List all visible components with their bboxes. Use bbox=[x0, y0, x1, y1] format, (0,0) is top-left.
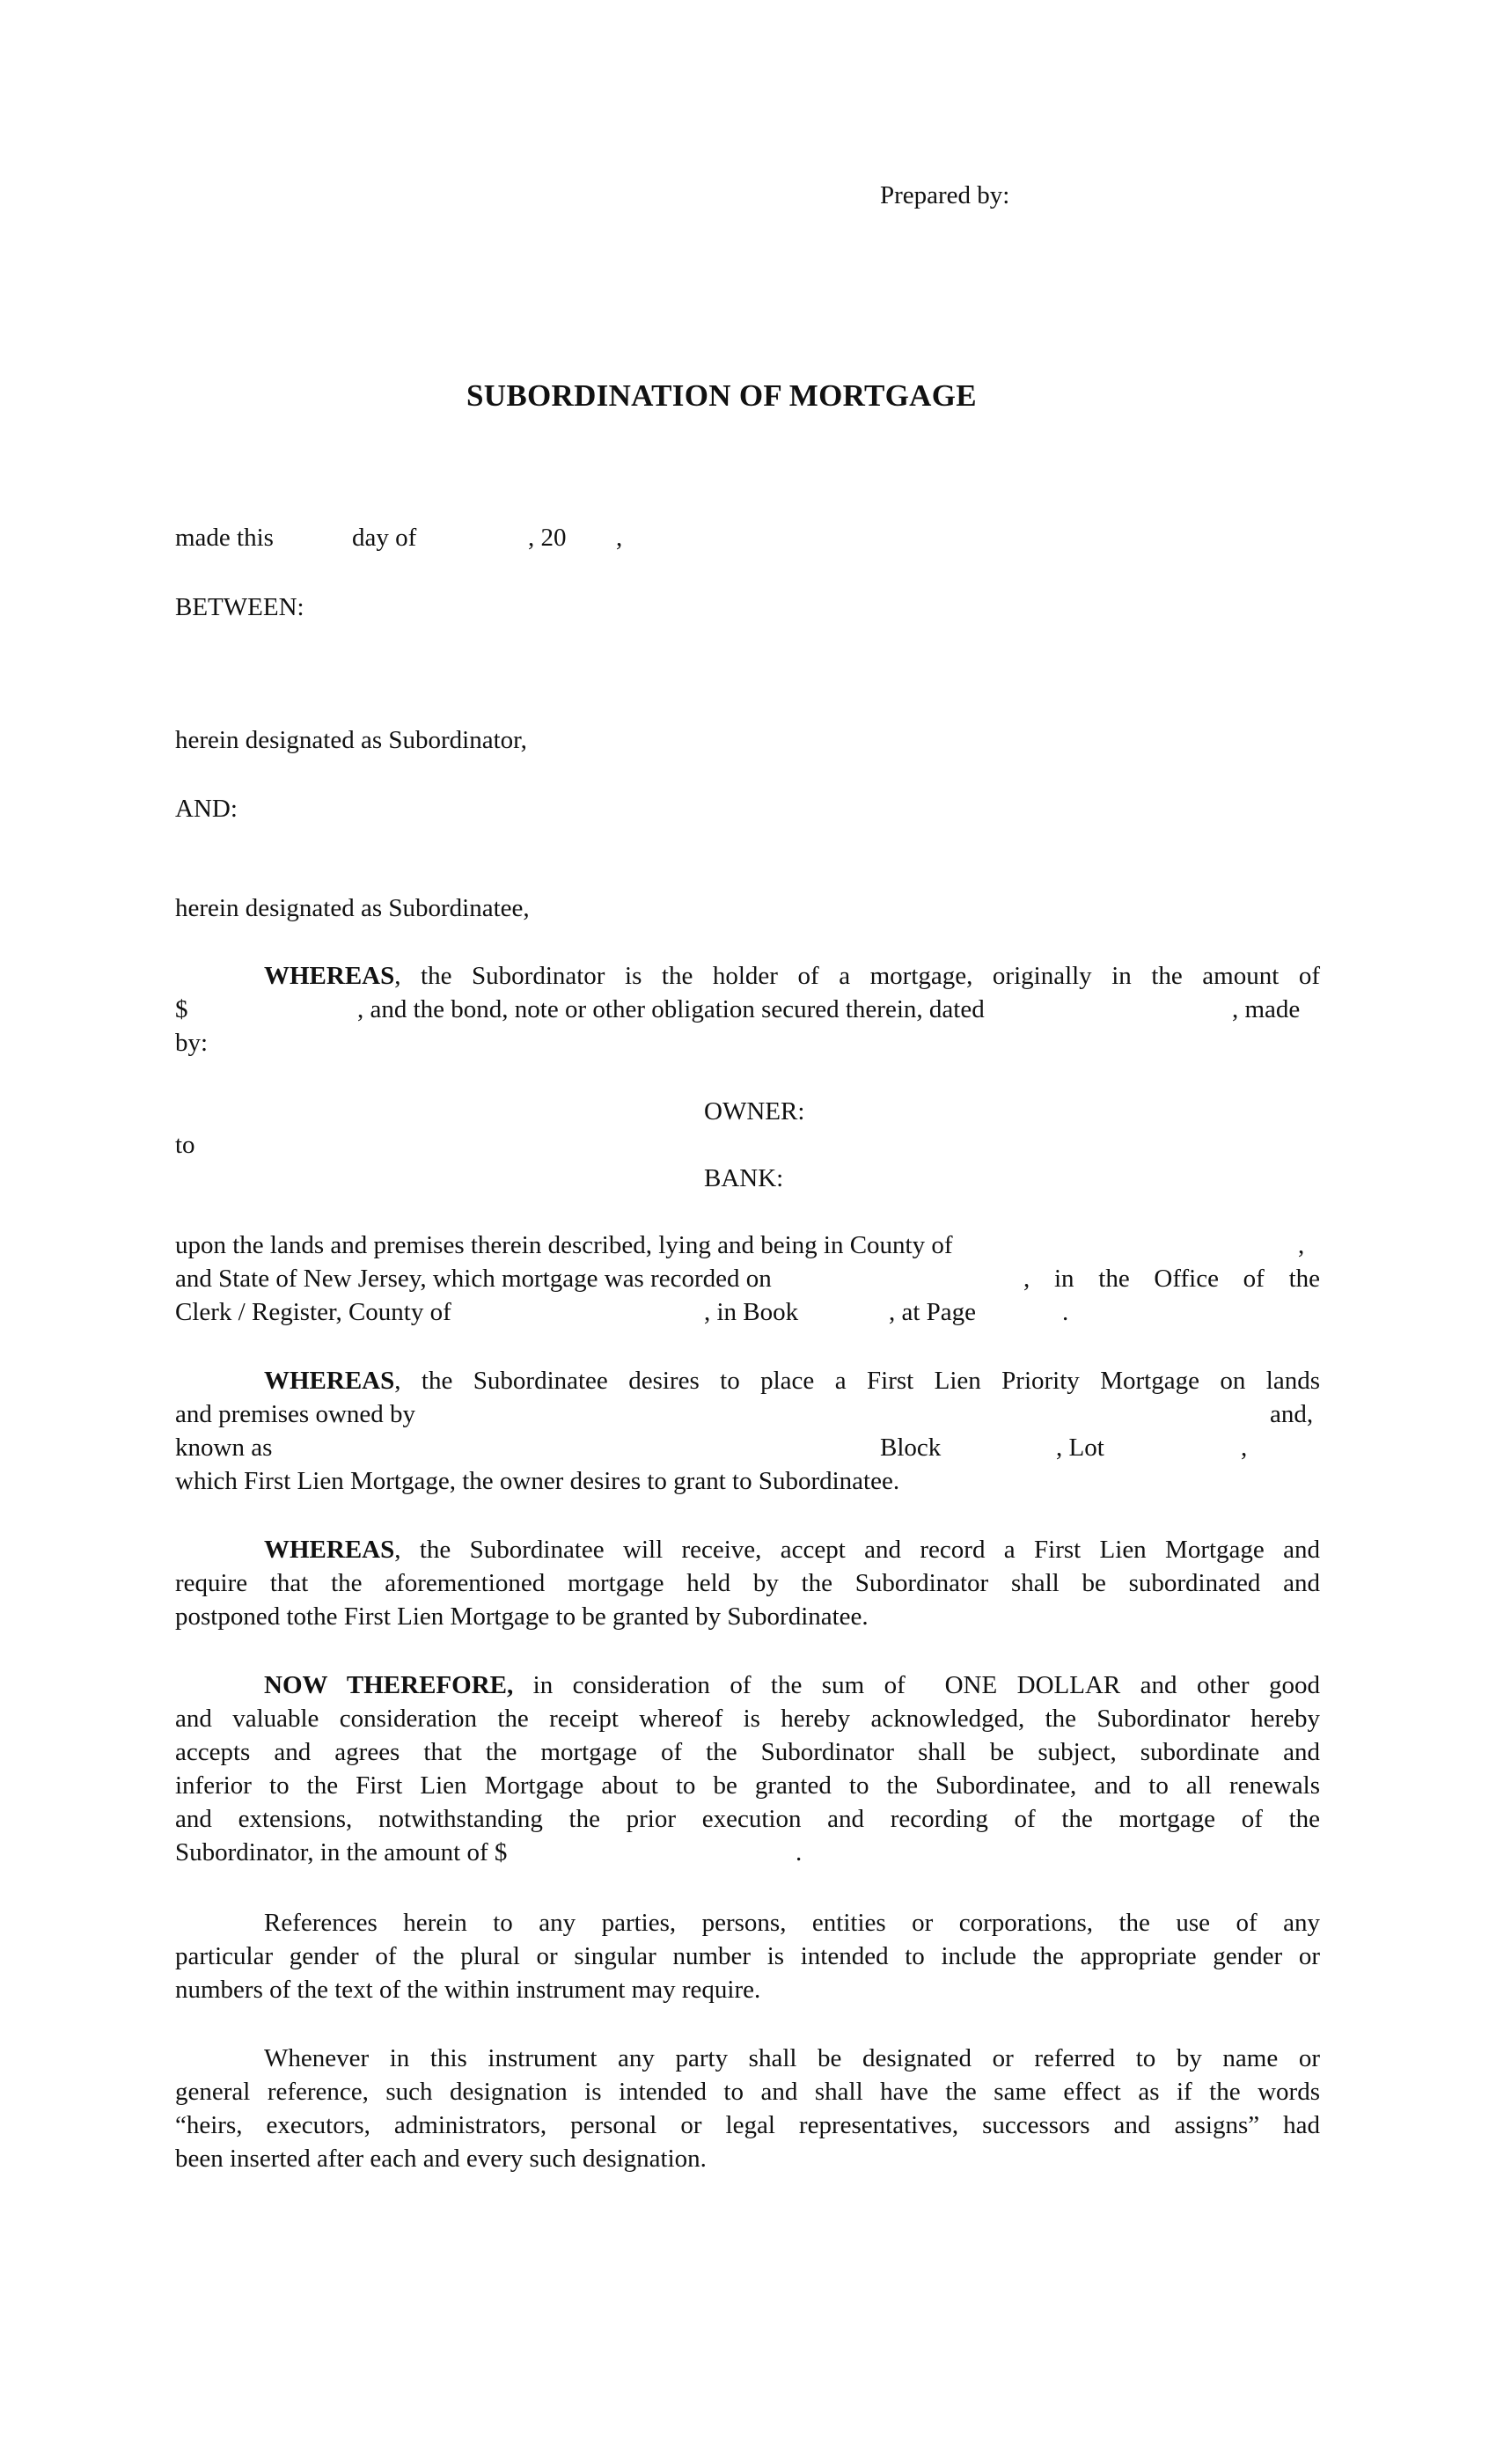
references-line-2: particular gender of the plural or singular number is intended to include the appropriate gender or bbox=[175, 1942, 1320, 1970]
now-therefore-line-5: and extensions, notwithstanding the prior execution and recording of the mortgage of the bbox=[175, 1805, 1320, 1833]
whereas2-line2-b: and, bbox=[1270, 1400, 1314, 1428]
between-label: BETWEEN: bbox=[175, 593, 304, 621]
day-of-label: day of bbox=[352, 524, 417, 552]
and-label: AND: bbox=[175, 795, 238, 823]
whereas2-line3-b: Block bbox=[880, 1434, 942, 1462]
references-line-1 bbox=[175, 1906, 1320, 1940]
whereas2-line-1 bbox=[175, 1364, 1320, 1397]
now-therefore-paragraph bbox=[175, 1668, 1320, 1836]
whereas3-keyword: WHEREAS bbox=[264, 1536, 395, 1564]
document-title: SUBORDINATION OF MORTGAGE bbox=[466, 378, 977, 413]
lands-line3-c: , at Page bbox=[889, 1298, 977, 1326]
whenever-line-2: general reference, such designation is intended to and shall have the same effect as if the words bbox=[175, 2078, 1320, 2106]
now-therefore-line1-text: in consideration of the sum of ONE DOLLAR and other good bbox=[513, 1671, 1320, 1699]
opening-comma: , bbox=[616, 524, 623, 552]
lands-line2-a: and State of New Jersey, which mortgage was recorded on bbox=[175, 1265, 772, 1293]
whenever-line-4: been inserted after each and every such designation. bbox=[175, 2145, 707, 2173]
whereas2-line2-a: and premises owned by bbox=[175, 1400, 416, 1428]
whereas-paragraph-3 bbox=[175, 1533, 1320, 1633]
now-therefore-line-3: accepts and agrees that the mortgage of the Subordinator shall be subject, subordinate and bbox=[175, 1738, 1320, 1766]
whereas2-keyword: WHEREAS bbox=[264, 1367, 395, 1395]
whenever-line1-text: Whenever in this instrument any party shall be designated or referred to by name or bbox=[264, 2044, 1320, 2072]
now-therefore-line6-a: Subordinator, in the amount of $ bbox=[175, 1838, 508, 1866]
whereas1-line2-mid: , and the bond, note or other obligation secured therein, dated bbox=[357, 995, 985, 1023]
lands-line3-d: . bbox=[1062, 1298, 1069, 1326]
whereas2-line3-c: , Lot bbox=[1056, 1434, 1104, 1462]
now-therefore-line-1 bbox=[175, 1668, 1320, 1702]
whereas2-line3-a: known as bbox=[175, 1434, 273, 1462]
whenever-paragraph bbox=[175, 2042, 1320, 2175]
subordinator-designation: herein designated as Subordinator, bbox=[175, 726, 527, 754]
whereas1-dollar-sign: $ bbox=[175, 995, 188, 1023]
whereas1-line3: by: bbox=[175, 1029, 209, 1057]
subordinatee-designation: herein designated as Subordinatee, bbox=[175, 894, 530, 922]
whereas1-line2-end: , made bbox=[1232, 995, 1301, 1023]
whereas3-line1-text: , the Subordinatee will receive, accept and record a First Lien Mortgage and bbox=[394, 1536, 1320, 1564]
whereas3-line-3: postponed tothe First Lien Mortgage to be granted by Subordinatee. bbox=[175, 1602, 869, 1631]
whereas2-line1-text: , the Subordinatee desires to place a First Lien Priority Mortgage on lands bbox=[394, 1367, 1320, 1395]
references-paragraph bbox=[175, 1906, 1320, 2006]
now-therefore-line-4: inferior to the First Lien Mortgage about to be granted to the Subordinatee, and to all renewals bbox=[175, 1771, 1320, 1800]
whereas-paragraph-2 bbox=[175, 1364, 1320, 1397]
references-line-3: numbers of the text of the within instrument may require. bbox=[175, 1976, 761, 2004]
now-therefore-line6-b: . bbox=[796, 1838, 803, 1866]
prepared-by-label: Prepared by: bbox=[880, 181, 1010, 209]
whereas-paragraph-1 bbox=[175, 959, 1320, 993]
lands-line3-b: , in Book bbox=[704, 1298, 799, 1326]
bank-label: BANK: bbox=[704, 1164, 784, 1192]
owner-label: OWNER: bbox=[704, 1097, 805, 1126]
whenever-line-1 bbox=[175, 2042, 1320, 2075]
whereas1-keyword: WHEREAS bbox=[264, 962, 395, 990]
whereas3-line-2: require that the aforementioned mortgage held by the Subordinator shall be subordinated and bbox=[175, 1569, 1320, 1597]
whereas2-line4: which First Lien Mortgage, the owner desires to grant to Subordinatee. bbox=[175, 1467, 900, 1495]
now-therefore-keyword: NOW THEREFORE, bbox=[264, 1671, 514, 1699]
lands-line2-b: , in the Office of the bbox=[1023, 1265, 1320, 1293]
whenever-line-3: “heirs, executors, administrators, personal or legal representatives, successors and assigns” had bbox=[175, 2111, 1320, 2139]
lands-line1-a: upon the lands and premises therein described, lying and being in County of bbox=[175, 1231, 953, 1259]
whereas2-line3-d: , bbox=[1241, 1434, 1248, 1462]
whereas1-line1-text: , the Subordinator is the holder of a mortgage, originally in the amount of bbox=[394, 962, 1320, 990]
lands-line3-a: Clerk / Register, County of bbox=[175, 1298, 451, 1326]
whereas1-line-1 bbox=[175, 959, 1320, 993]
now-therefore-line-2: and valuable consideration the receipt whereof is hereby acknowledged, the Subordinator hereby bbox=[175, 1705, 1320, 1733]
year-prefix: , 20 bbox=[528, 524, 567, 552]
made-this-label: made this bbox=[175, 524, 274, 552]
whereas3-line-1 bbox=[175, 1533, 1320, 1566]
lands-line1-b: , bbox=[1298, 1231, 1305, 1259]
to-label: to bbox=[175, 1131, 195, 1159]
references-line1-text: References herein to any parties, persons, entities or corporations, the use of any bbox=[264, 1909, 1320, 1937]
